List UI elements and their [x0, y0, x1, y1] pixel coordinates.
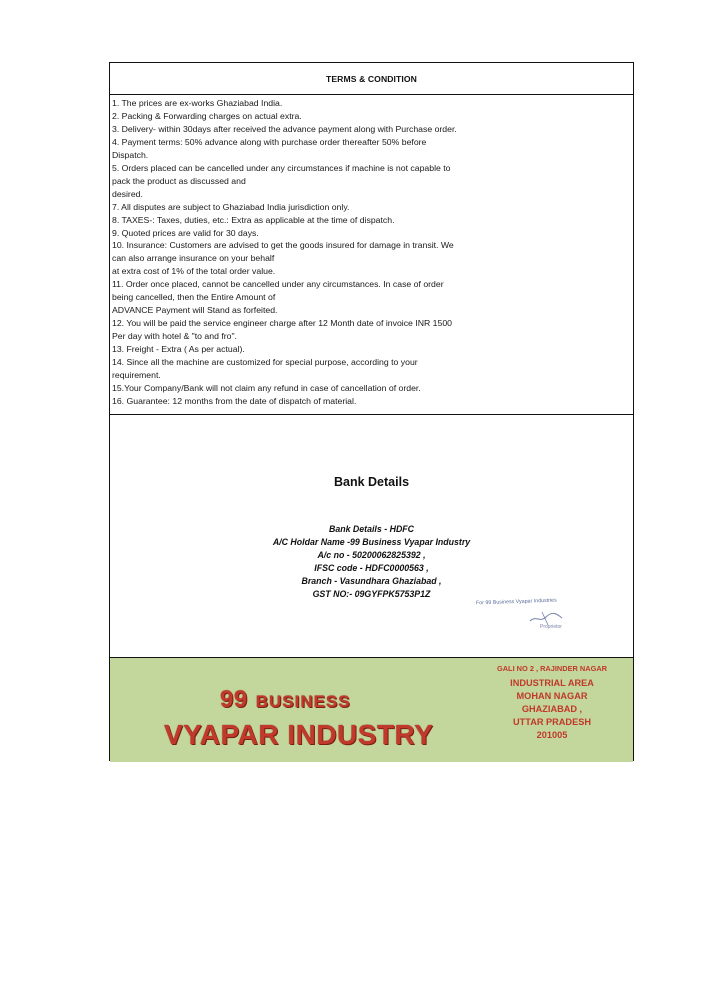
term-line: 11. Order once placed, cannot be cancelled under any circumstances. In case of order [112, 279, 444, 290]
term-line: 1. The prices are ex-works Ghaziabad India. [112, 98, 283, 108]
term-line: being cancelled, then the Entire Amount of [112, 292, 276, 303]
term-line: 12. You will be paid the service engineer charge after 12 Month date of invoice INR 1500 [112, 318, 452, 329]
term-line: 5. Orders placed can be cancelled under any circumstances if machine is not capable to [112, 162, 451, 173]
terms-list [110, 95, 633, 415]
ifsc-code: IFSC code - HDFC0000563 , [314, 563, 429, 574]
term-line: pack the product as discussed and [112, 175, 246, 186]
bank-details-section [110, 415, 633, 658]
term-line: at extra cost of 1% of the total order value. [112, 266, 276, 277]
address-line: UTTAR PRADESH [513, 717, 591, 727]
term-line: 16. Guarantee: 12 months from the date of dispatch of material. [112, 395, 357, 406]
term-line: Dispatch. [112, 149, 149, 160]
bank-name: Bank Details - HDFC [328, 524, 415, 534]
term-line: 3. Delivery- within 30days after received the advance payment along with Purchase order. [112, 123, 457, 134]
term-line: 8. TAXES-: Taxes, duties, etc.: Extra as applicable at the time of dispatch. [112, 214, 395, 225]
address-line: GALI NO 2 , RAJINDER NAGAR [496, 664, 608, 673]
term-line: 4. Payment terms: 50% advance along with purchase order thereafter 50% before [112, 136, 427, 147]
signature-stamp [476, 599, 576, 635]
signature-role: Proprietor [540, 624, 562, 630]
term-line: can also arrange insurance on your behalf [112, 253, 275, 264]
account-number: A/c no - 50200062825392 , [317, 550, 426, 561]
term-line: 7. All disputes are subject to Ghaziabad India jurisdiction only. [112, 201, 350, 212]
term-line: ADVANCE Payment will Stand as forfeited. [112, 305, 278, 316]
bank-details-list [110, 523, 633, 602]
company-address [482, 663, 622, 742]
brand-tagline [220, 686, 351, 714]
address-line: INDUSTRIAL AREA [510, 678, 594, 688]
term-line: 13. Freight - Extra ( As per actual). [112, 344, 245, 355]
signature-company: For 99 Business Vyapar Industries [475, 597, 557, 607]
term-line: requirement. [112, 370, 161, 381]
term-line: 10. Insurance: Customers are advised to get the goods insured for damage in transit. We [112, 240, 454, 251]
gst-number: GST NO:- 09GYFPK5753P1Z [312, 589, 431, 600]
term-line: 14. Since all the machine are customized for special purpose, according to your [112, 357, 418, 368]
term-line: 15.Your Company/Bank will not claim any refund in case of cancellation of order. [112, 382, 421, 393]
brand-number: 99 [220, 686, 248, 713]
terms-title: TERMS & CONDITION [110, 63, 633, 95]
branch: Branch - Vasundhara Ghaziabad , [301, 576, 442, 587]
term-line: 9. Quoted prices are valid for 30 days. [112, 227, 259, 238]
address-line: GHAZIABAD , [521, 704, 583, 714]
term-line: 2. Packing & Forwarding charges on actual extra. [112, 110, 302, 121]
company-footer-banner [110, 658, 633, 762]
account-holder: A/C Holdar Name -99 Business Vyapar Industry [272, 537, 471, 548]
brand-word: BUSINESS [255, 692, 351, 711]
quotation-sheet [109, 62, 634, 761]
bank-details-title: Bank Details [333, 475, 410, 489]
address-line: 201005 [536, 730, 568, 740]
address-line: MOHAN NAGAR [516, 691, 588, 701]
term-line: Per day with hotel & "to and fro". [112, 331, 237, 342]
brand-name: VYAPAR INDUSTRY [164, 719, 434, 750]
term-line: desired. [112, 188, 143, 199]
